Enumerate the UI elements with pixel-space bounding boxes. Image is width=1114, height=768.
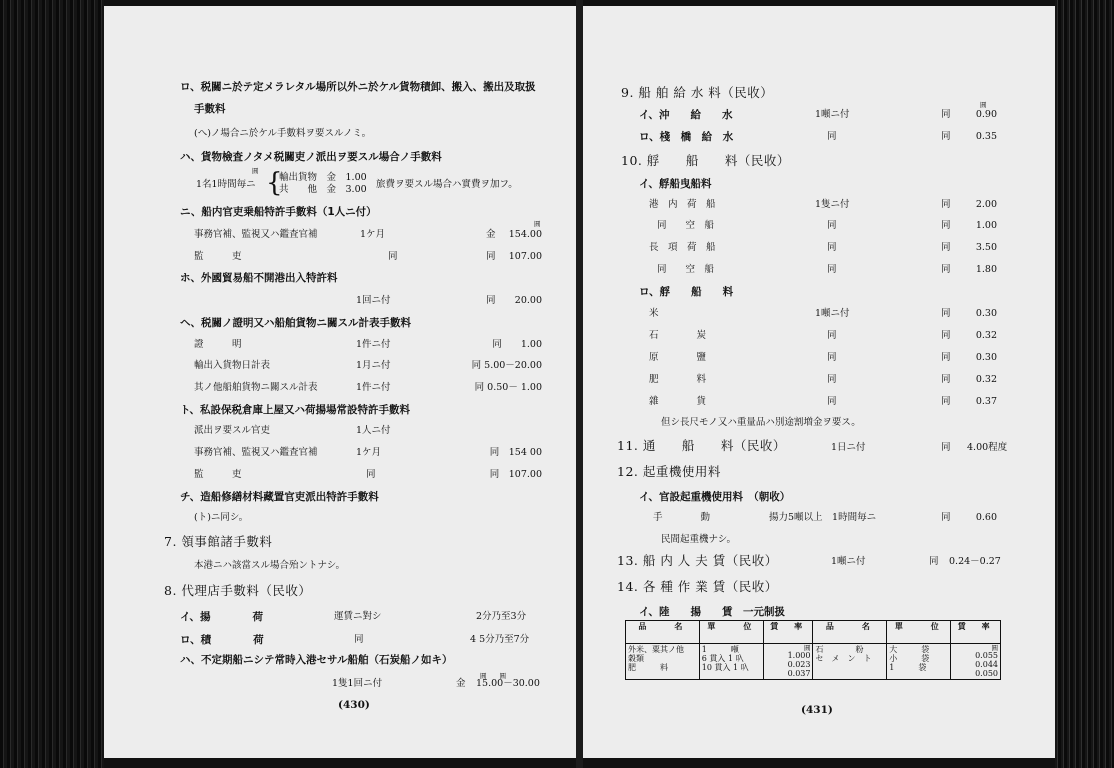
s10-i-title: イ、艀船曳船料 [639, 178, 712, 190]
s10-ro-row-pre: 同 [941, 352, 951, 363]
brace: { [266, 168, 283, 198]
ni-row-pre: 金 [486, 229, 496, 240]
section-ni-title: ニ、船内官吏乗船特許手數料（1人ニ付） [180, 206, 377, 218]
s10-ro-title: ロ、艀 船 料 [639, 286, 734, 298]
table-rate: 0.055 [975, 651, 998, 660]
s10-ro-row-pre: 同 [941, 330, 951, 341]
s10-i-row-unit: 1隻ニ付 [815, 199, 850, 210]
s10-ro-row-amount: 0.30 [975, 352, 997, 363]
table-item: 穀類 [628, 654, 644, 663]
s9-row-unit: 1噸ニ付 [815, 109, 850, 120]
section-8-title: 8. 代理店手數料（民收） [164, 583, 312, 598]
to-row-item: 事務官補、監視又ハ鑑査官補 [194, 447, 318, 458]
s10-i-row-amount: 1.00 [975, 220, 997, 231]
he-row-item: 證 明 [194, 339, 242, 350]
table-item: 石 粉 [815, 645, 864, 654]
s10-i-row-item: 同 空 船 [657, 264, 715, 275]
s10-ro-row-item: 原 鹽 [649, 352, 707, 363]
table-unit: 1 袋 [889, 663, 927, 672]
he-row-unit: 1件ニ付 [356, 339, 391, 350]
s11-pre: 同 [941, 442, 951, 453]
s10-ro-row-item: 石 炭 [649, 330, 707, 341]
he-row-amount: 同 5.00－20.00 [471, 360, 542, 371]
he-row-item: 其ノ他船舶貨物ニ關スル計表 [194, 382, 318, 393]
yen-unit-mark: 圓 [991, 644, 998, 652]
to-row-unit: 1人ニ付 [356, 425, 391, 436]
to-row-unit: 1ケ月 [356, 447, 382, 458]
s10-ro-row-item: 肥 料 [649, 374, 707, 385]
s8-row-item: イ、揚 荷 [180, 611, 264, 623]
ha-lead: 1名1時間毎ニ [196, 179, 256, 190]
table-cell-units [699, 644, 763, 680]
ni-row-amount: 107.00 [508, 251, 542, 262]
yen-unit-mark: 圓 圓 [480, 672, 506, 680]
he-row-amount: 同 0.50－ 1.00 [474, 382, 542, 393]
s10-ro-row-unit: 同 [827, 396, 837, 407]
s8-row-rate: 2分乃至3分 [476, 611, 527, 622]
table-cell-rates [951, 644, 1001, 680]
section-chi-note: (ト)ニ同シ。 [194, 512, 249, 523]
section-10-title: 10. 艀 船 料（民收） [621, 153, 790, 168]
ho-amount: 20.00 [514, 295, 542, 306]
s10-ro-row-pre: 同 [941, 308, 951, 319]
section-14-title: 14. 各 種 作 業 賃（民收） [617, 579, 778, 594]
to-row-amount: 同 107.00 [489, 469, 542, 480]
s11-unit: 1日ニ付 [831, 442, 866, 453]
s9-row-item: イ、沖 給 水 [639, 109, 733, 121]
left-page [104, 6, 576, 758]
table-unit: 小 袋 [889, 654, 930, 663]
ho-unit: 1回ニ付 [356, 295, 391, 306]
yen-unit-mark: 圓 [980, 101, 987, 109]
s10-ro-row-amount: 0.37 [975, 396, 997, 407]
to-row-amount: 同 154 00 [489, 447, 542, 458]
s13-unit: 1噸ニ付 [831, 556, 866, 567]
ni-row-amount: 154.00 [508, 229, 542, 240]
s10-ro-row-amount: 0.32 [975, 330, 997, 341]
s10-i-row-item: 長 項 荷 船 [649, 242, 716, 253]
unloading-rate-table [625, 620, 1001, 680]
book-edge-left [0, 0, 104, 768]
s10-ro-row-item: 雜 貨 [649, 396, 707, 407]
s8-row-rate: 4 5分乃至7分 [470, 634, 530, 645]
table-rate: 0.044 [975, 660, 998, 669]
section-7-note: 本港ニハ該當スル場合殆ントナシ。 [194, 560, 346, 571]
s8-last-amount: 15.00－30.00 [476, 678, 540, 689]
s8-row-item: ロ、積 荷 [180, 634, 264, 646]
s10-i-row-amount: 2.00 [975, 199, 997, 210]
section-11-title: 11. 通 船 料（民收） [617, 438, 786, 453]
book-edge-right [1055, 0, 1114, 768]
section-ha-title: ハ、貨物檢査ノタメ税關吏ノ派出ヲ要スル場合ノ手數料 [180, 151, 442, 163]
s9-row-amount: 0.90 [975, 109, 997, 120]
table-rate: 0.037 [787, 669, 811, 678]
s12-i-title: イ、官設起重機使用料 （朝收） [639, 491, 791, 503]
table-item: セ メ ン ト [815, 654, 872, 663]
section-9-title: 9. 船 舶 給 水 料（民收） [621, 85, 774, 100]
s8-ha-title: ハ、不定期船ニシテ常時入港セサル船舶（石炭船ノ如キ） [180, 654, 453, 666]
s10-i-row-pre: 同 [941, 199, 951, 210]
ni-row-unit: 1ケ月 [360, 229, 386, 240]
s10-i-row-pre: 同 [941, 264, 951, 275]
s10-ro-row-amount: 0.30 [975, 308, 997, 319]
section-ho-title: ホ、外國貿易船不開港出入特許料 [180, 272, 338, 284]
ha-line1: 輸出貨物 金 1.00 [279, 172, 367, 183]
s10-i-row-amount: 1.80 [975, 264, 997, 275]
s10-ro-row-unit: 同 [827, 330, 837, 341]
to-row-item: 派出ヲ要スル官吏 [194, 425, 271, 436]
s9-row-amount: 0.35 [975, 131, 997, 142]
table-header: 賃 率 [951, 621, 1001, 644]
yen-unit-mark: 圓 [803, 644, 811, 652]
section-13-title: 13. 船 内 人 夫 賃（民收） [617, 553, 778, 568]
table-header-row [626, 621, 1001, 644]
section-7-title: 7. 領事館諸手數料 [164, 534, 273, 549]
section-he-title: ヘ、税關ノ證明又ハ船舶貨物ニ關スル計表手數料 [180, 317, 411, 329]
page-number: (431) [801, 704, 833, 716]
section-ro-title: ロ、税關ニ於テ定メラレタル場所以外ニ於ケル貨物積卸、搬入、搬出及取扱 [180, 81, 536, 93]
he-row-item: 輸出入貨物日計表 [194, 360, 271, 371]
to-row-item: 監 吏 [194, 469, 242, 480]
table-cell-items [626, 644, 700, 680]
table-rate: 0.050 [975, 669, 998, 678]
table-cell-items [813, 644, 887, 680]
section-chi-title: チ、造船修繕材料藏置官吏派出特許手數料 [180, 491, 379, 503]
table-item: 外米、粟其ノ他 [628, 645, 684, 654]
table-unit: 10 貫入 1 叺 [701, 663, 749, 672]
s9-row-pre: 同 [941, 109, 951, 120]
s8-last-pre: 金 [456, 678, 466, 689]
s12-row-amount: 0.60 [975, 512, 997, 523]
yen-unit-mark: 圓 [252, 167, 259, 175]
s13-amount: 0.24－0.27 [949, 556, 1001, 567]
s10-ro-row-unit: 同 [827, 352, 837, 363]
s11-amount: 4.00程度 [967, 442, 1008, 453]
ni-row-item: 事務官補、監視又ハ鑑査官補 [194, 229, 318, 240]
table-unit: 1 噸 [701, 645, 739, 654]
ni-row-unit: 同 [388, 251, 398, 262]
s10-ro-row-amount: 0.32 [975, 374, 997, 385]
s8-last-unit: 1隻1回ニ付 [332, 678, 383, 689]
to-row-unit: 同 [366, 469, 376, 480]
s10-ro-row-pre: 同 [941, 396, 951, 407]
ni-row-pre: 同 [486, 251, 496, 262]
s10-i-row-item: 同 空 船 [657, 220, 715, 231]
table-unit: 大 袋 [889, 645, 930, 654]
table-rate: 1.000 [787, 651, 811, 660]
s10-i-row-unit: 同 [827, 220, 837, 231]
s10-ro-row-pre: 同 [941, 374, 951, 385]
s12-note: 民間起重機ナシ。 [661, 534, 737, 545]
ha-line2: 共 他 金 3.00 [279, 184, 367, 195]
table-header: 單 位 [699, 621, 763, 644]
s12-row-spec: 揚力5噸以上 1時間毎ニ [769, 512, 877, 523]
s10-ro-row-unit: 1噸ニ付 [815, 308, 850, 319]
ni-row-item: 監 吏 [194, 251, 242, 262]
table-item: 肥 料 [628, 663, 668, 672]
s9-row-pre: 同 [941, 131, 951, 142]
section-12-title: 12. 起重機使用料 [617, 464, 721, 479]
he-row-unit: 1月ニ付 [356, 360, 391, 371]
table-row [626, 644, 1001, 680]
table-cell-units [887, 644, 951, 680]
s10-ro-row-unit: 同 [827, 374, 837, 385]
s10-i-row-amount: 3.50 [975, 242, 997, 253]
s13-pre: 同 [929, 556, 939, 567]
page-number: (430) [338, 699, 370, 711]
s10-i-row-pre: 同 [941, 220, 951, 231]
book-spine [576, 0, 583, 768]
s14-i-title: イ、陸 揚 賃 一元制扱 [639, 606, 786, 618]
s10-ro-row-item: 米 [649, 308, 659, 319]
table-header: 單 位 [887, 621, 951, 644]
he-row-amount: 同 1.00 [492, 339, 542, 350]
table-cell-rates [763, 644, 813, 680]
s12-row-item: 手 動 [653, 512, 711, 523]
s10-note: 但シ長尺モノ又ハ重量品ハ別途割増金ヲ要ス。 [661, 417, 861, 428]
s9-row-item: ロ、棧 橋 給 水 [639, 131, 734, 143]
table-rate: 0.023 [787, 660, 811, 669]
ha-tail: 旅費ヲ要スル場合ハ實費ヲ加フ。 [376, 179, 518, 190]
table-header: 品 名 [813, 621, 887, 644]
table-unit: 6 貫入 1 叺 [701, 654, 744, 663]
s8-row-basis: 同 [354, 634, 364, 645]
section-ro-note: (へ)ノ場合ニ於ケル手數料ヲ要スルノミ。 [194, 128, 372, 139]
s10-i-row-unit: 同 [827, 242, 837, 253]
section-to-title: ト、私設保税倉庫上屋又ハ荷揚場常設特許手數料 [180, 404, 411, 416]
he-row-unit: 1件ニ付 [356, 382, 391, 393]
table-header: 品 名 [626, 621, 700, 644]
yen-unit-mark: 圓 [534, 220, 541, 228]
ho-pre: 同 [486, 295, 496, 306]
section-ro-title-cont: 手數料 [194, 103, 226, 115]
table-header: 賃 率 [763, 621, 813, 644]
right-page [583, 6, 1055, 758]
s10-i-row-pre: 同 [941, 242, 951, 253]
s12-row-pre: 同 [941, 512, 951, 523]
s9-row-unit: 同 [827, 131, 837, 142]
s10-i-row-item: 港 内 荷 船 [649, 199, 716, 210]
s10-i-row-unit: 同 [827, 264, 837, 275]
s8-row-basis: 運賃ニ對シ [334, 611, 382, 622]
